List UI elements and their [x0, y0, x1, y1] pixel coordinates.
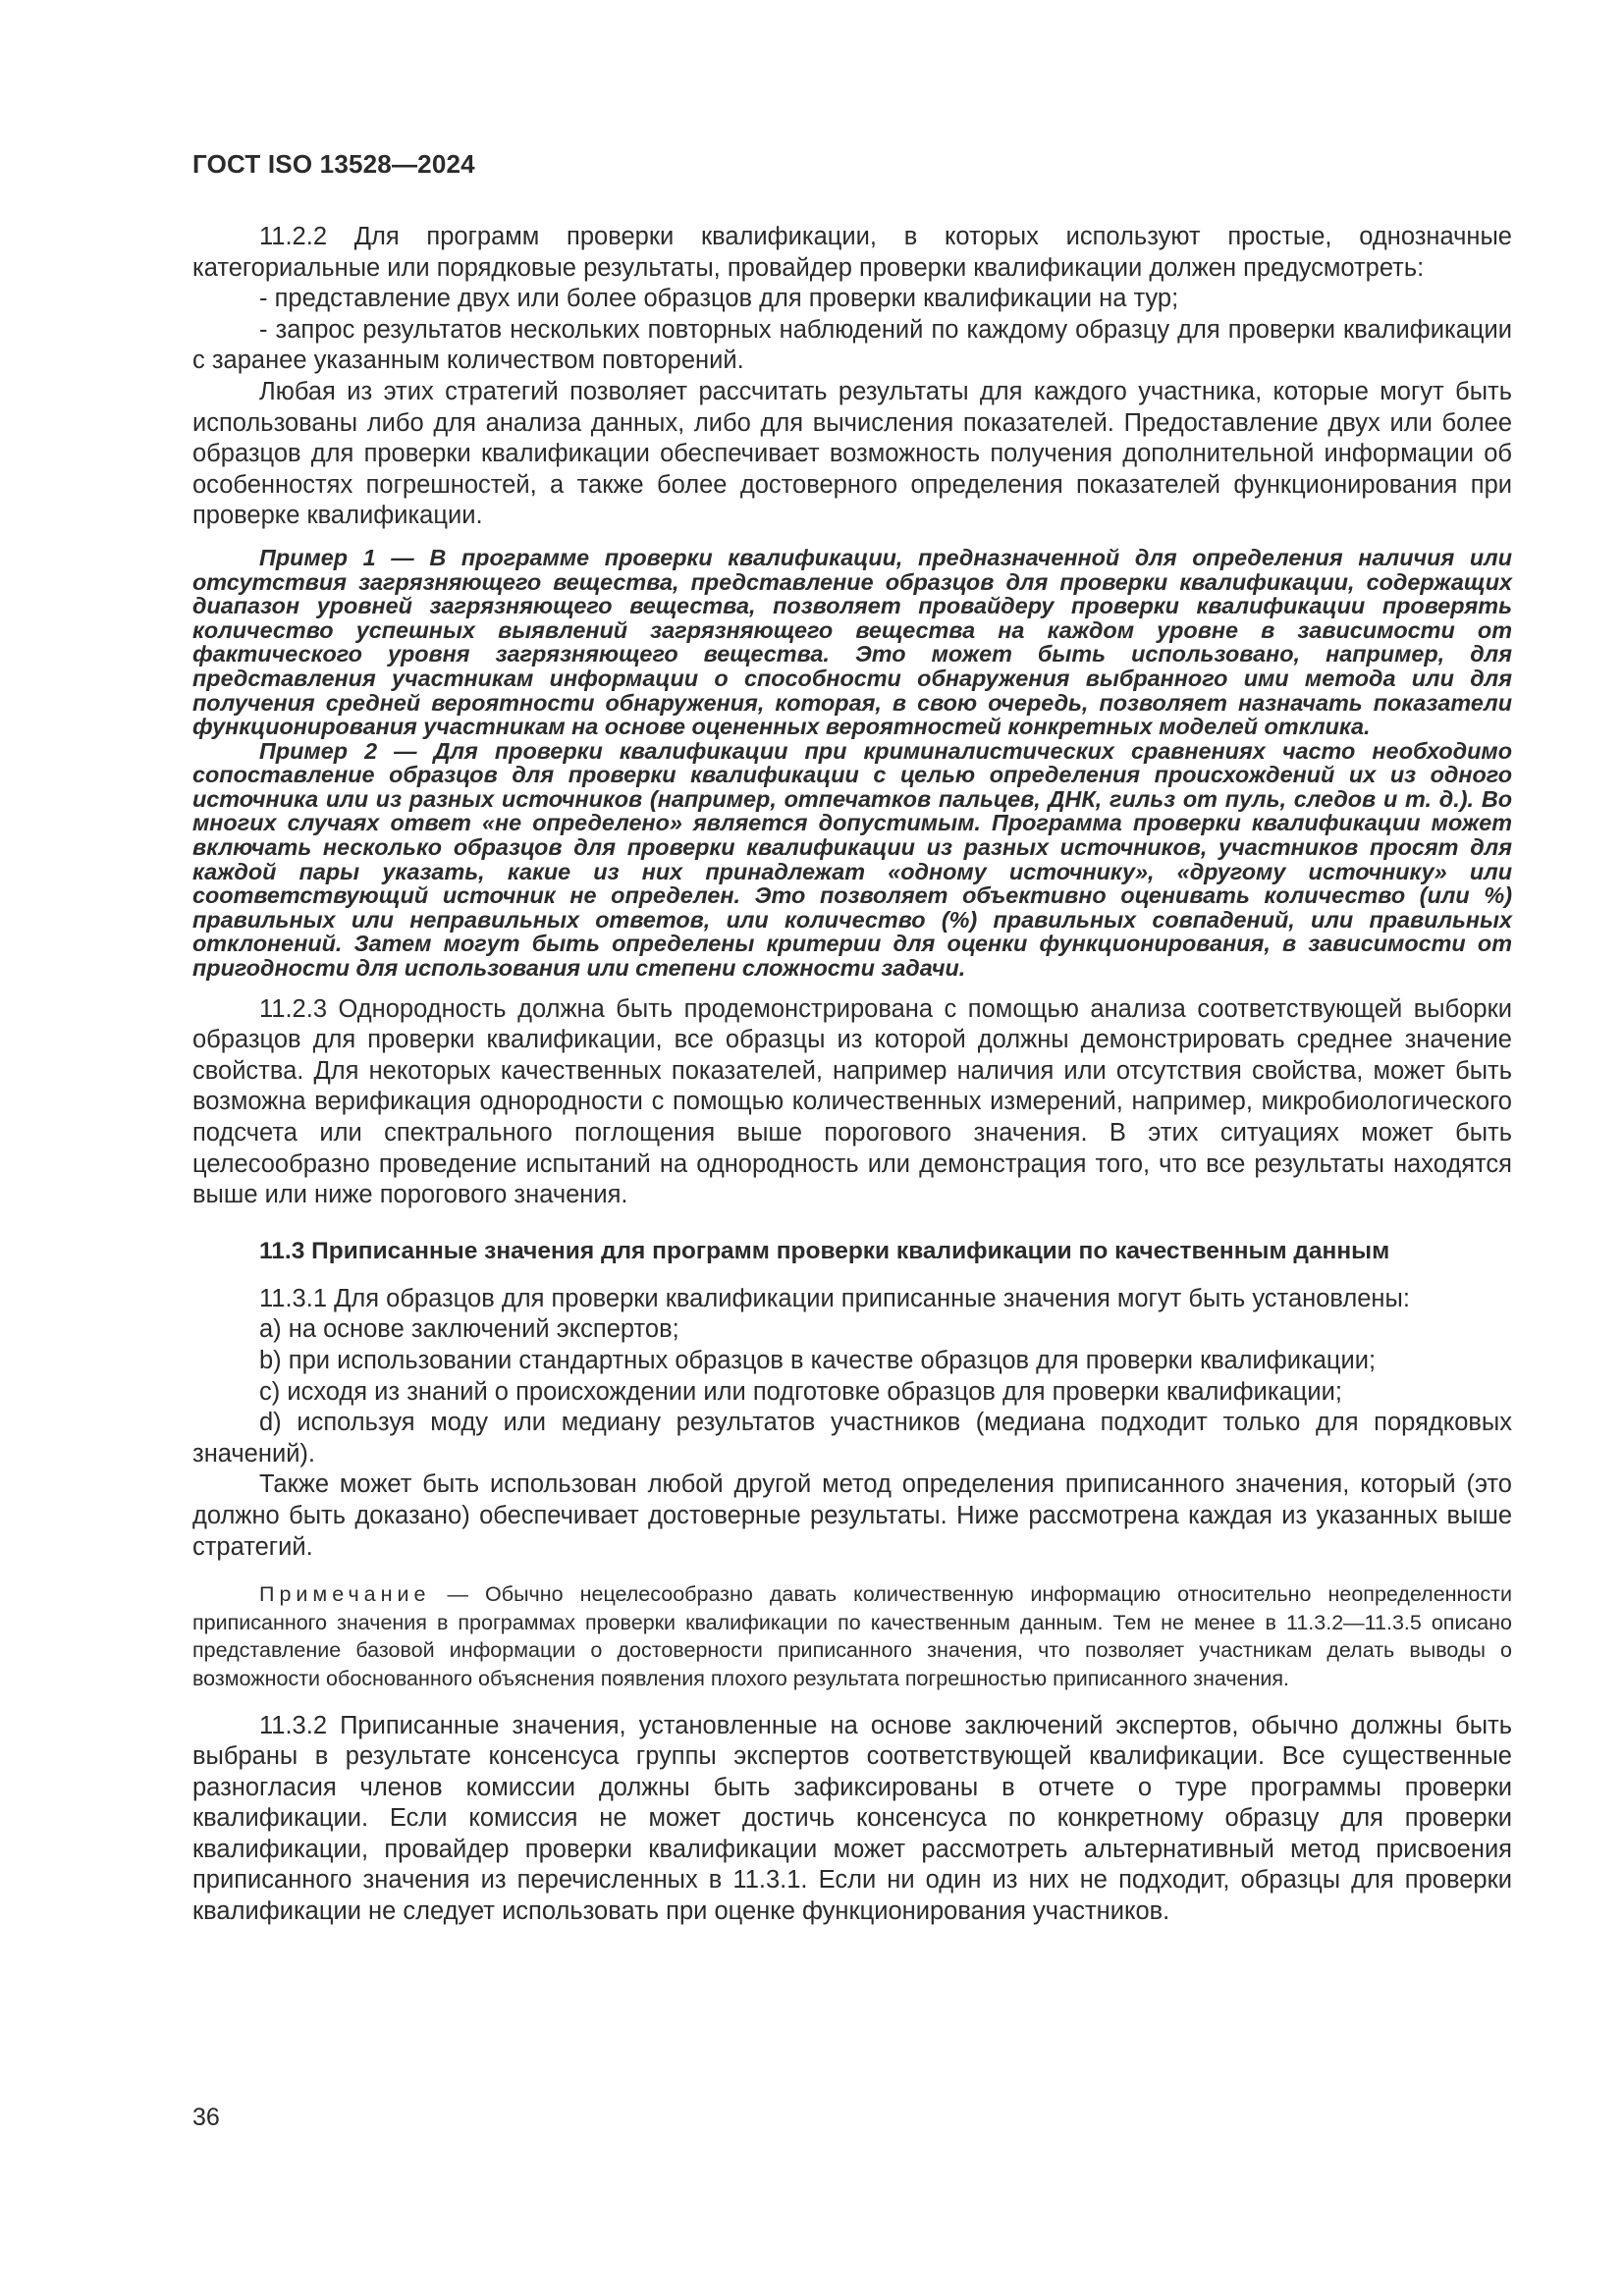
note-label: Примечание	[259, 1582, 431, 1607]
document-header-title: ГОСТ ISO 13528—2024	[192, 149, 475, 179]
section-heading-11-3: 11.3 Приписанные значения для программ проверки квалификации по качественным данным	[259, 1237, 1390, 1264]
example-1: Пример 1 — В программе проверки квалификации, предназначенной для определения наличия или отсутствия загрязняющего вещества, представление образцов для проверки квалификации, содержащих диапазон уровней загрязняющего вещества, позволяет провайдеру проверки квалификации проверять количество успешных выявлений загрязняющего вещества на каждом уровне в зависимости от фактического уровня загрязняющего вещества. Это может быть использовано, например, для представления участникам информации о способности обнаружения выбранного ими метода или для получения средней вероятности обнаружения, которая, в свою очередь, позволяет назначать показатели функционирования участникам на основе оцененных вероятностей конкретных моделей отклика.	[192, 544, 1512, 740]
paragraph-11-2-2: 11.2.2 Для программ проверки квалификации, в которых используют простые, однозначные категориальные или порядковые результаты, провайдер проверки квалификации должен предусмотреть:	[192, 223, 1512, 282]
list-item: a) на основе заключений экспертов;	[259, 1315, 679, 1344]
list-item: c) исходя из знаний о происхождении или подготовке образцов для проверки квалификации;	[259, 1377, 1342, 1406]
list-item: d) используя моду или медиану результатов участников (медиана подходит только для порядковых значений).	[192, 1409, 1512, 1468]
paragraph-other-method: Также может быть использован любой другой метод определения приписанного значения, который (это должно быть доказано) обеспечивает достоверные результаты. Ниже рассмотрена каждая из указанных выше стратегий.	[192, 1470, 1512, 1561]
paragraph-11-2-3: 11.2.3 Однородность должна быть продемонстрирована с помощью анализа соответствующей выборки образцов для проверки квалификации, все образцы из которой должны демонстрировать среднее значение свойства. Для некоторых качественных показателей, например наличия или отсутствия свойства, может быть возможна верификация однородности с помощью количественных измерений, например, микробиологического подсчета или спектрального поглощения выше порогового значения. В этих ситуациях может быть целесообразно проведение испытаний на однородность или демонстрация того, что все результаты находятся выше или ниже порогового значения.	[192, 994, 1512, 1209]
list-item: - представление двух или более образцов для проверки квалификации на тур;	[259, 285, 1179, 313]
example-2: Пример 2 — Для проверки квалификации при криминалистических сравнениях часто необходимо сопоставление образцов для проверки квалификации с целью определения происхождений их из одного источника или из разных источников (например, отпечатков пальцев, ДНК, гильз от пуль, следов и т. д.). Во многих случаях ответ «не определено» является допустимым. Программа проверки квалификации может включать несколько образцов для проверки квалификации из разных источников, участников просят для каждой пары указать, какие из них принадлежат «одному источнику», «другому источнику» или соответствующий источник не определен. Это позволяет объективно оценивать количество (или %) правильных или неправильных ответов, или количество (%) правильных совпадений, или правильных отклонений. Затем могут быть определены критерии для оценки функционирования, в зависимости от пригодности для использования или степени сложности задачи.	[192, 737, 1512, 982]
note-text: — Обычно нецелесообразно давать количественную информацию относительно неопределенности приписанного значения в программах проверки квалификации по качественным данным. Тем не менее в 11.3.2—11.3.5 описано представление базовой информации о достоверности приписанного значения, что позволяет участникам делать выводы о возможности обоснованного объяснения появления плохого результата погрешностью приписанного значения.	[192, 1582, 1512, 1690]
document-page	[192, 0, 1512, 2296]
page-number: 36	[192, 2104, 220, 2131]
note	[192, 1580, 1512, 1692]
paragraph-11-3-2: 11.3.2 Приписанные значения, установленные на основе заключений экспертов, обычно должны быть выбраны в результате консенсуса группы экспертов соответствующей квалификации. Все существенные разногласия членов комиссии должны быть зафиксированы в отчете о туре программы проверки квалификации. Если комиссия не может достичь консенсуса по конкретному образцу для проверки квалификации, провайдер проверки квалификации может рассмотреть альтернативный метод присвоения приписанного значения из перечисленных в 11.3.1. Если ни один из них не подходит, образцы для проверки квалификации не следует использовать при оценке функционирования участников.	[192, 1711, 1512, 1926]
list-item: - запрос результатов нескольких повторных наблюдений по каждому образцу для проверки квалификации с заранее указанным количеством повторений.	[192, 315, 1512, 375]
paragraph-strategies: Любая из этих стратегий позволяет рассчитать результаты для каждого участника, которые могут быть использованы либо для анализа данных, либо для вычисления показателей. Предоставление двух или более образцов для проверки квалификации обеспечивает возможность получения дополнительной информации об особенностях погрешностей, а также более достоверного определения показателей функционирования при проверке квалификации.	[192, 377, 1512, 530]
list-item: b) при использовании стандартных образцов в качестве образцов для проверки квалификации;	[259, 1346, 1377, 1374]
document-body	[192, 222, 1512, 1928]
paragraph-11-3-1: 11.3.1 Для образцов для проверки квалификации приписанные значения могут быть установлены:	[259, 1284, 1410, 1312]
